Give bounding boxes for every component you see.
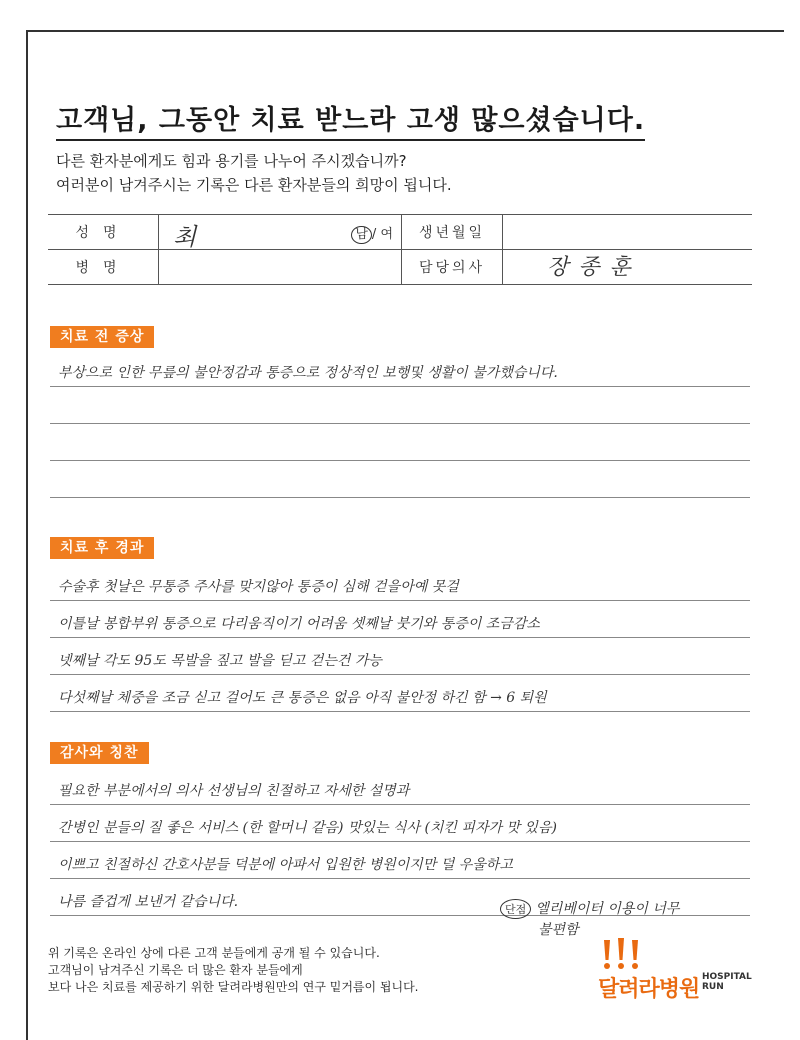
before-line-3[interactable] <box>50 424 750 461</box>
section-after-lines <box>50 564 750 712</box>
after-line-1-text: 수술후 첫날은 무통증 주사를 맞지않아 통증이 심해 걷을아예 못걸 <box>58 579 459 595</box>
memo-line-2: 불편함 <box>538 922 579 938</box>
section-thanks-lines <box>50 768 750 916</box>
thanks-line-4-text: 나름 즐겁게 보낸거 같습니다. <box>58 894 239 910</box>
name-label: 성명 <box>48 215 159 250</box>
doctor-value: 장종훈 <box>547 255 641 280</box>
logo-sub: HOSPITAL RUN <box>702 972 752 992</box>
birth-label: 생년월일 <box>402 215 503 250</box>
section-before-header: 치료 전 증상 <box>50 326 154 348</box>
thanks-line-1-text: 필요한 부분에서의 의사 선생님의 친절하고 자세한 설명과 <box>58 783 410 799</box>
memo-line-1: 엘리베이터 이용이 너무 <box>535 901 680 917</box>
before-line-1-text: 부상으로 인한 무릎의 불안정감과 통증으로 정상적인 보행및 생활이 불가했습니다. <box>58 365 558 381</box>
after-line-1[interactable] <box>50 564 750 601</box>
section-thanks-header: 감사와 칭찬 <box>50 742 149 764</box>
gender-separator: / <box>371 227 377 242</box>
doctor-cell[interactable] <box>503 250 753 285</box>
exclamation-marks-logo-icon <box>600 938 644 972</box>
name-value: 최 <box>173 223 197 251</box>
disease-label: 병명 <box>48 250 159 285</box>
info-row-1 <box>48 215 752 250</box>
gender-female-option[interactable]: 여 <box>380 227 393 242</box>
hospital-logo <box>594 938 754 1000</box>
section-before-lines <box>50 350 750 498</box>
after-line-3[interactable] <box>50 638 750 675</box>
before-line-4[interactable] <box>50 461 750 498</box>
birth-cell[interactable] <box>503 215 753 250</box>
thanks-line-2-text: 간병인 분들의 질 좋은 서비스 (한 할머니 같음) 맛있는 식사 (치킨 피자가 맛 있음) <box>58 820 557 836</box>
page-title: 고객님, 그동안 치료 받느라 고생 많으셨습니다. <box>56 98 645 141</box>
gender-male-option[interactable]: 남 <box>351 226 372 244</box>
footer-note-2: 고객님이 남겨주신 기록은 더 많은 환자 분들에게 <box>48 963 303 977</box>
before-line-2[interactable] <box>50 387 750 424</box>
footer-note-3: 보다 나은 치료를 제공하기 위한 달려라병원만의 연구 밑거름이 됩니다. <box>48 980 419 994</box>
after-line-4[interactable] <box>50 675 750 712</box>
after-line-2-text: 이틀날 봉합부위 통증으로 다리움직이기 어려움 셋째날 붓기와 통증이 조금감소 <box>58 616 540 632</box>
doctor-label: 담당의사 <box>402 250 503 285</box>
thanks-line-2[interactable] <box>50 805 750 842</box>
memo-badge: 단점 <box>500 899 531 919</box>
logo-name: 달려라병원 <box>598 977 700 1002</box>
after-line-2[interactable] <box>50 601 750 638</box>
patient-info-table <box>48 214 752 285</box>
disease-cell[interactable] <box>159 250 402 285</box>
before-line-1[interactable] <box>50 350 750 387</box>
after-line-3-text: 넷째날 각도 95도 목발을 짚고 발을 딛고 걷는건 가능 <box>58 653 382 669</box>
thanks-line-3-text: 이쁘고 친절하신 간호사분들 덕분에 아파서 입원한 병원이지만 덜 우울하고 <box>58 857 513 873</box>
subtitle-line-1: 다른 환자분에게도 힘과 용기를 나누어 주시겠습니까? <box>56 152 407 170</box>
handwritten-memo <box>500 898 750 939</box>
after-line-4-text: 다섯째날 체중을 조금 싣고 걸어도 큰 통증은 없음 아직 불안정 하긴 함 → 6 퇴원 <box>58 690 547 706</box>
name-cell[interactable] <box>159 215 402 250</box>
info-row-2 <box>48 250 752 285</box>
thanks-line-1[interactable] <box>50 768 750 805</box>
footer-note-1: 위 기록은 온라인 상에 다른 고객 분들에게 공개 될 수 있습니다. <box>48 946 380 960</box>
gender-selector[interactable] <box>351 223 393 244</box>
thanks-line-3[interactable] <box>50 842 750 879</box>
section-after-header: 치료 후 경과 <box>50 537 154 559</box>
subtitle-line-2: 여러분이 남겨주시는 기록은 다른 환자분들의 희망이 됩니다. <box>56 176 452 194</box>
